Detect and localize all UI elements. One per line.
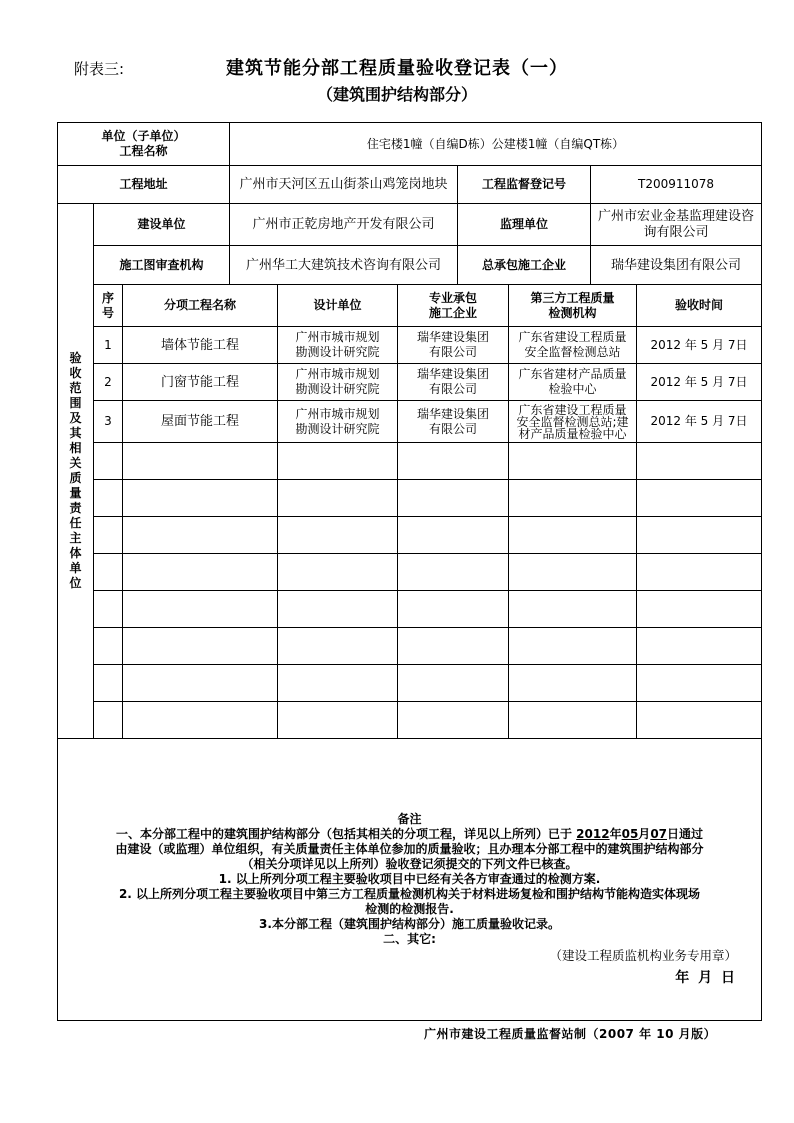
row-design-line1: 广州市城市规划 [295,367,380,381]
col-header-specialist-line1: 专业承包 [428,290,477,305]
table-row [58,401,762,443]
project-name-label-line1: 单位（子单位） [101,129,186,143]
row-lab-line1: 广东省建设工程质量 [518,330,627,344]
review-row [58,246,762,285]
row-no: 2 [94,364,123,401]
col-header-lab-line2: 检测机构 [548,305,597,320]
col-header-specialist-line2: 施工企业 [428,305,477,320]
empty-row [58,554,762,591]
project-address-value: 广州市天河区五山街茶山鸡笼岗地块 [230,166,458,204]
review-agency-label: 施工图审查机构 [94,246,230,285]
row-specialist-line2: 有限公司 [428,345,477,359]
row-lab-line2: 安全监督检测总站 [524,345,621,359]
row-specialist-line1: 瑞华建设集团 [416,406,489,421]
col-header-lab [509,285,637,327]
notes-cell [58,739,762,1021]
col-header-design: 设计单位 [278,285,398,327]
form-title: 建筑节能分部工程质量验收登记表（一） [226,58,568,79]
side-char: 收 [69,366,82,380]
row-design-line2: 勘测设计研究院 [295,421,380,436]
row-name: 墙体节能工程 [123,327,278,364]
side-char: 位 [69,576,82,590]
general-contractor-value: 瑞华建设集团有限公司 [591,246,762,285]
row-lab-line2: 安全监督检测总站;建 [516,414,629,429]
notes-line-8: 二、其它: [383,932,436,946]
side-char: 任 [69,516,82,530]
empty-row [58,628,762,665]
side-char: 体 [69,546,82,560]
supervision-reg-label: 工程监督登记号 [458,166,591,204]
row-lab [509,364,637,401]
stamp-block [550,945,738,989]
row-specialist-line2: 有限公司 [428,382,477,396]
accept-month: 05 [621,827,639,841]
year-char: 年 [609,827,622,841]
stamp-date: 年 月 日 [675,970,738,986]
review-agency-value: 广州华工大建筑技术咨询有限公司 [230,246,458,285]
row-design [278,327,398,364]
col-header-name: 分项工程名称 [123,285,278,327]
row-lab [509,401,637,443]
side-char: 单 [69,561,82,575]
project-name-label-line2: 工程名称 [119,144,168,158]
empty-row [58,517,762,554]
supervision-reg-value: T200911078 [591,166,762,204]
project-name-label [58,123,230,166]
row-date: 2012 年 5 月 7日 [637,401,762,443]
side-char: 责 [69,501,82,515]
notes-title: 备注 [397,812,422,826]
col-header-no-line2: 号 [101,305,114,320]
month-char: 月 [638,827,651,841]
form-subtitle: （建筑围护结构部分） [316,85,477,104]
side-char: 验 [69,351,82,365]
notes-line-1-end: 日通过 [667,827,704,841]
empty-row [58,591,762,628]
notes-line-6: 检测的检测报告. [365,902,454,916]
col-header-specialist [398,285,509,327]
row-date: 2012 年 5 月 7日 [637,327,762,364]
attachment-label: 附表三: [74,60,125,78]
empty-row [58,443,762,480]
construction-unit-label: 建设单位 [94,204,230,246]
row-name: 门窗节能工程 [123,364,278,401]
row-specialist-line2: 有限公司 [428,421,477,436]
empty-row [58,480,762,517]
side-label [58,204,94,739]
side-char: 其 [69,426,82,440]
footer-issuer: 广州市建设工程质量监督站制（2007 年 10 月版） [424,1027,717,1041]
notes-line-2: 由建设（或监理）单位组织，有关质量责任主体单位参加的质量验收；且办理本分部工程中的建筑围护结构部分 [115,842,704,856]
notes-line-1-text: 一、本分部工程中的建筑围护结构部分（包括其相关的分项工程，详见以上所列）已于 [115,827,572,841]
empty-row [58,702,762,739]
notes-line-4: 1. 以上所列分项工程主要验收项目中已经有关各方审查通过的检测方案. [218,872,601,886]
construction-unit-row [58,204,762,246]
col-header-lab-line1: 第三方工程质量 [530,290,615,305]
general-contractor-label: 总承包施工企业 [458,246,591,285]
row-design-line2: 勘测设计研究院 [295,382,380,396]
construction-unit-value: 广州市正乾房地产开发有限公司 [230,204,458,246]
subtable-header-row [58,285,762,327]
row-specialist [398,401,509,443]
row-lab-line1: 广东省建材产品质量 [518,367,627,381]
row-design [278,401,398,443]
side-char: 主 [69,531,82,545]
notes-line-1 [60,827,759,842]
col-header-no-line1: 序 [101,290,114,305]
supervisor-value: 广州市宏业金基监理建设咨询有限公司 [591,204,762,246]
acceptance-form-table [57,122,762,1021]
side-label-text [60,351,91,591]
project-name-value: 住宅楼1幢（自编D栋）公建楼1幢（自编QT栋） [230,123,762,166]
notes-line-3: （相关分项详见以上所列）验收登记须提交的下列文件已核查。 [241,857,578,871]
notes-line-7: 3.本分部工程（建筑围护结构部分）施工质量验收记录。 [259,917,560,931]
row-no: 3 [94,401,123,443]
side-char: 相 [69,441,82,455]
accept-year: 2012 [576,827,610,841]
project-address-label: 工程地址 [58,166,230,204]
row-design-line1: 广州市城市规划 [295,330,380,344]
table-row [58,327,762,364]
row-specialist-line1: 瑞华建设集团 [416,367,489,381]
notes-line-5: 2. 以上所列分项工程主要验收项目中第三方工程质量检测机构关于材料进场复检和围护结构节能构造实体现场 [118,887,701,901]
row-specialist [398,327,509,364]
row-name: 屋面节能工程 [123,401,278,443]
row-design [278,364,398,401]
empty-row [58,665,762,702]
row-design-line1: 广州市城市规划 [295,406,380,421]
project-name-row [58,123,762,166]
row-design-line2: 勘测设计研究院 [295,345,380,359]
accept-day: 07 [650,827,668,841]
table-row [58,364,762,401]
col-header-date: 验收时间 [637,285,762,327]
col-header-no [94,285,123,327]
row-no: 1 [94,327,123,364]
side-char: 围 [69,396,82,410]
row-specialist [398,364,509,401]
side-char: 质 [69,471,82,485]
row-lab-line3: 材产品质量检验中心 [518,426,627,441]
side-char: 量 [69,486,82,500]
project-address-row [58,166,762,204]
row-date: 2012 年 5 月 7日 [637,364,762,401]
side-char: 范 [69,381,82,395]
notes-row [58,739,762,1021]
supervisor-label: 监理单位 [458,204,591,246]
stamp-label: （建设工程质监机构业务专用章） [549,948,738,963]
row-specialist-line1: 瑞华建设集团 [416,330,489,344]
row-lab [509,327,637,364]
side-char: 及 [69,411,82,425]
side-char: 关 [69,456,82,470]
row-lab-line2: 检验中心 [548,382,597,396]
row-lab-line1: 广东省建设工程质量 [518,402,627,417]
